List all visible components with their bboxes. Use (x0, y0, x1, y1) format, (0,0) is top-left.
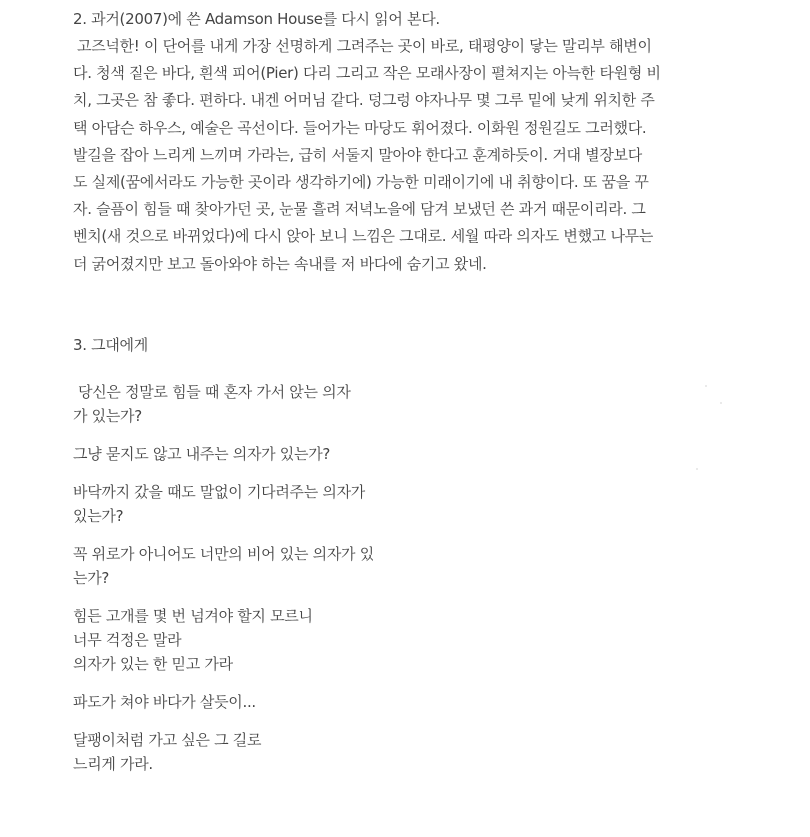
poem-line: 파도가 쳐야 바다가 살듯이... (73, 692, 256, 711)
paragraph-line: 발길을 잡아 느리게 느끼며 가라는, 급히 서둘지 말아야 한다고 훈계하듯이. 거대 별장보다 (73, 145, 642, 164)
stanza-spacer (73, 466, 433, 480)
poem-line: 가 있는가? (73, 406, 142, 425)
section-3-heading: 3. 그대에게 (73, 335, 148, 354)
poem-stanza (73, 480, 433, 528)
poem-line: 느리게 가라. (73, 754, 153, 773)
poem-line: 있는가? (73, 506, 124, 525)
image-speck (705, 385, 707, 387)
section-2-heading: 2. 과거(2007)에 쓴 Adamson House를 다시 읽어 본다. (73, 10, 440, 28)
poem-stanza (73, 690, 433, 714)
poem-stanza (73, 380, 433, 428)
poem-line: 바닥까지 갔을 때도 말없이 기다려주는 의자가 (73, 482, 365, 501)
poem-line: 의자가 있는 한 믿고 가라 (73, 654, 233, 673)
paragraph-line: 다. 청색 짙은 바다, 흰색 피어(Pier) 다리 그리고 작은 모래사장이 펼쳐지는 아늑한 타원형 비 (73, 64, 661, 83)
paragraph-line: 자. 슬픔이 힘들 때 찾아가던 곳, 눈물 흘려 저녁노을에 담겨 보냈던 쓴 과거 때문이리라. 그 (73, 200, 646, 219)
poem-line: 는가? (73, 568, 110, 587)
image-speck (696, 468, 698, 470)
stanza-spacer (73, 590, 433, 604)
section-2-paragraph (73, 33, 773, 278)
paragraph-line: 고즈넉한! 이 단어를 내게 가장 선명하게 그려주는 곳이 바로, 태평양이 닿는 말리부 해변이 (77, 37, 652, 55)
poem-line: 달팽이처럼 가고 싶은 그 길로 (73, 730, 262, 749)
stanza-spacer (73, 676, 433, 690)
poem-line: 너무 걱정은 말라 (73, 630, 182, 649)
poem-stanza (73, 542, 433, 590)
poem-line: 그냥 묻지도 않고 내주는 의자가 있는가? (73, 444, 331, 463)
poem (73, 380, 433, 776)
poem-stanza (73, 604, 433, 676)
paragraph-line: 벤치(새 것으로 바뀌었다)에 다시 앉아 보니 느낌은 그대로. 세월 따라 의자도 변했고 나무는 (73, 227, 654, 246)
paragraph-line: 치, 그곳은 참 좋다. 편하다. 내겐 어머님 같다. 덩그렁 야자나무 몇 그루 밑에 낮게 위치한 주 (73, 91, 655, 110)
stanza-spacer (73, 714, 433, 728)
stanza-spacer (73, 428, 433, 442)
paragraph-line: 도 실제(꿈에서라도 가능한 곳이라 생각하기에) 가능한 미래이기에 내 취향이다. 또 꿈을 꾸 (73, 172, 649, 191)
paragraph-line: 더 굵어졌지만 보고 돌아와야 하는 속내를 저 바다에 숨기고 왔네. (73, 254, 487, 273)
image-speck (720, 402, 722, 404)
paragraph-line: 택 아담슨 하우스, 예술은 곡선이다. 들어가는 마당도 휘어졌다. 이화원 정원길도 그러했다. (73, 118, 647, 137)
document-body (73, 6, 773, 776)
poem-line: 꼭 위로가 아니어도 너만의 비어 있는 의자가 있 (73, 544, 374, 563)
section-spacer (73, 278, 773, 332)
stanza-spacer (73, 528, 433, 542)
poem-line: 당신은 정말로 힘들 때 혼자 가서 앉는 의자 (78, 382, 351, 401)
stanza-spacer (73, 359, 773, 380)
poem-stanza (73, 442, 433, 466)
poem-stanza (73, 728, 433, 776)
poem-line: 힘든 고개를 몇 번 넘겨야 할지 모르니 (73, 606, 313, 625)
